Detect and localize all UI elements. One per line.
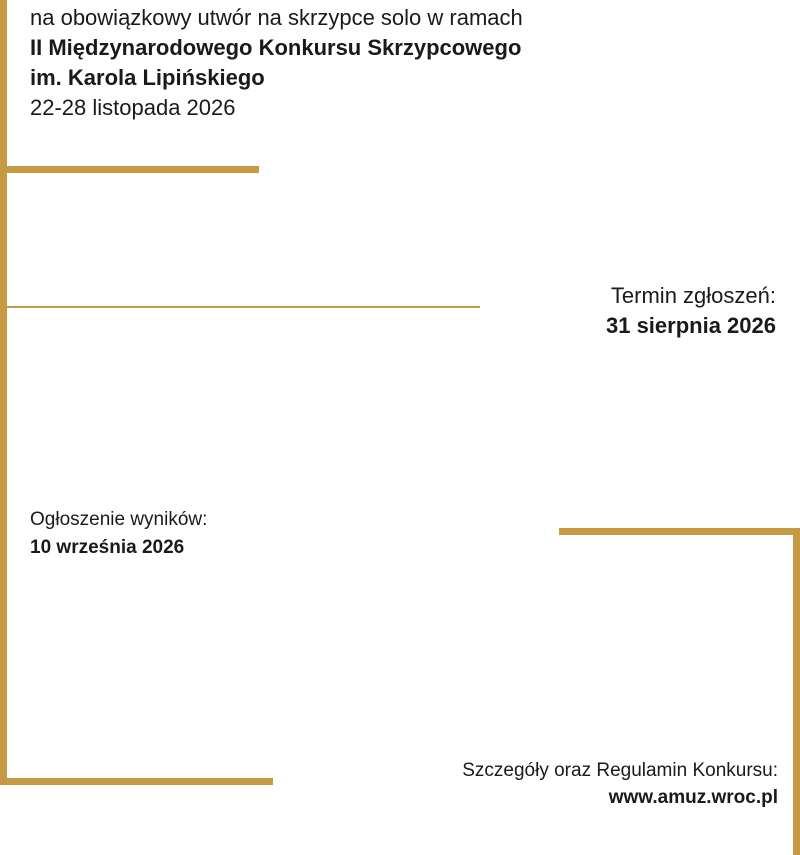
intro-line-1: na obowiązkowy utwór na skrzypce solo w ramach: [30, 5, 523, 30]
left-vertical-rule: [0, 0, 7, 785]
deadline-block: [606, 281, 776, 341]
intro-text: [30, 3, 523, 123]
details-link[interactable]: www.amuz.wroc.pl: [608, 787, 778, 808]
results-date: 10 września 2026: [30, 537, 185, 558]
deadline-date: 31 sierpnia 2026: [605, 313, 776, 338]
bottom-horizontal-rule: [0, 778, 273, 785]
right-horizontal-rule: [559, 528, 800, 535]
results-block: [30, 506, 207, 562]
competition-name: II Międzynarodowego Konkursu Skrzypcowego: [30, 35, 522, 60]
competition-patron: im. Karola Lipińskiego: [30, 65, 265, 90]
details-block: [462, 757, 778, 811]
details-label: Szczegóły oraz Regulamin Konkursu:: [462, 760, 778, 781]
right-vertical-rule: [793, 528, 800, 855]
competition-dates: 22-28 listopada 2026: [30, 95, 236, 120]
middle-thin-rule: [7, 306, 480, 308]
deadline-label: Termin zgłoszeń:: [610, 283, 776, 308]
top-horizontal-rule: [0, 166, 259, 173]
results-label: Ogłoszenie wyników:: [30, 509, 208, 530]
